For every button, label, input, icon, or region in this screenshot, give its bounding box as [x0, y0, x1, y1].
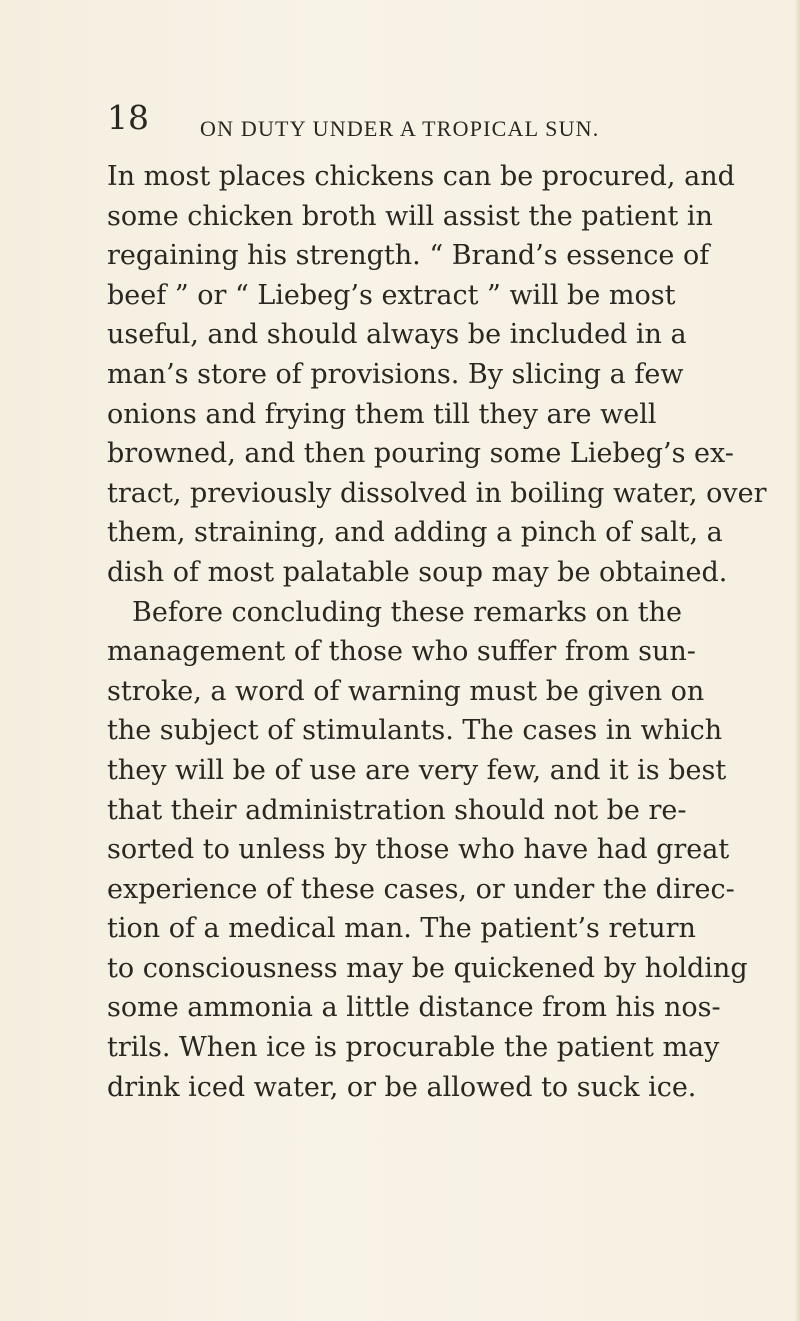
text-line: man’s store of provisions. By slicing a few: [107, 358, 684, 390]
text-line: In most places chickens can be procured, and: [107, 161, 735, 192]
text-line: browned, and then pouring some Liebeg’s ex-: [107, 438, 734, 470]
text-line: regaining his strength. “ Brand’s essence of: [107, 240, 710, 272]
text-line: they will be of use are very few, and it is best: [107, 754, 727, 786]
running-head: ON DUTY UNDER A TROPICAL SUN.: [200, 116, 600, 141]
page-number: 18: [107, 98, 149, 137]
body-text: [107, 157, 767, 1107]
text-line: useful, and should always be included in a: [107, 319, 687, 351]
paragraph-end-line: dish of most palatable soup may be obtained.: [107, 556, 728, 588]
text-line: experience of these cases, or under the direc-: [107, 873, 735, 905]
text-line: tract, previously dissolved in boiling water, over: [107, 477, 767, 509]
text-line: some chicken broth will assist the patient in: [107, 200, 713, 232]
paragraph-start-line: Before concluding these remarks on the: [132, 596, 682, 628]
text-line: them, straining, and adding a pinch of salt, a: [107, 517, 723, 549]
text-line: sorted to unless by those who have had great: [107, 834, 730, 866]
paragraph-end-line: drink iced water, or be allowed to suck ice.: [107, 1071, 697, 1103]
text-line: beef ” or “ Liebeg’s extract ” will be most: [107, 279, 676, 311]
text-line: onions and frying them till they are well: [107, 398, 657, 430]
text-line: management of those who suffer from sun-: [107, 636, 696, 668]
text-line: stroke, a word of warning must be given on: [107, 675, 705, 707]
page-header: [107, 98, 647, 148]
text-line: to consciousness may be quickened by holding: [107, 952, 748, 984]
text-line: tion of a medical man. The patient’s return: [107, 913, 696, 945]
text-line: that their administration should not be re-: [107, 794, 687, 826]
text-line: the subject of stimulants. The cases in which: [107, 715, 723, 747]
page-edge-shadow: [794, 0, 800, 1321]
text-line: trils. When ice is procurable the patient may: [107, 1032, 720, 1064]
text-line: some ammonia a little distance from his nos-: [107, 992, 721, 1024]
